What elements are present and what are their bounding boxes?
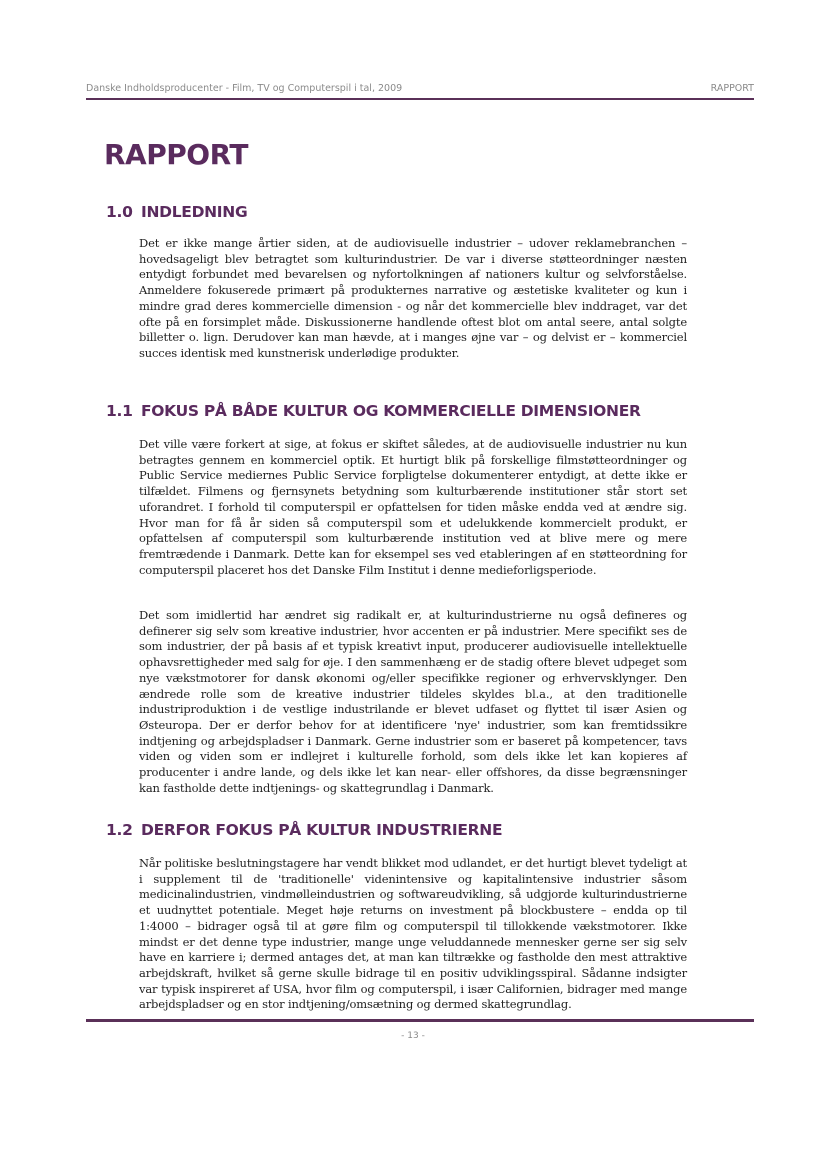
paragraph-fokus-2: Det som imidlertid har ændret sig radikalt er, at kulturindustrierne nu også defineres og definerer sig selv som kreative industrier, hvor accenten er på industrier. Mere specifikt ses de som industrier, der på basis af et typisk kreativt input, producerer audiovisuelle intellektuelle ophavsrettigheder med salg for øje. I den sammenhæng er de stadig oftere blevet udpeget som nye vækstmotorer for dansk økonomi og/eller specifikke regioner og erhvervsklynger. Den ændrede rolle som de kreative industrier tildeles skyldes bl.a., at den traditionelle industriproduktion i de vestlige industrilande er blevet udfaset og flyttet til især Asien og Østeuropa. Der er derfor behov for at identificere 'nye' industrier, som kan fremtidssikre indtjening og arbejdspladser i Danmark. Gerne industrier som er baseret på kompetencer, tavs viden og viden som er indlejret i kulturelle forhold, som dels ikke let kan kopieres af producenter i andre lande, og dels ikke let kan near- eller offshores, da disse begrænsninger kan fastholde dette indtjenings- og skattegrundlag i Danmark. [139,608,687,795]
footer-rule [86,1019,754,1022]
section-heading-1-2 [106,821,502,839]
header-rule [86,98,754,100]
header-publication-title: Danske Indholdsproducenter - Film, TV og Computerspil i tal, 2009 [86,83,403,94]
paragraph-derfor: Når politiske beslutningstagere har vendt blikket mod udlandet, er det hurtigt blevet tydeligt at i supplement til de 'traditionelle' videnintensive og kapitalintensive industrier såsom medicinalindustrien, vindmølleindustrien og softwareudvikling, så udgjorde kulturindustrierne et uudnyttet potentiale. Meget høje returns on investment på blockbustere – endda op til 1:4000 – bidrager også til at gøre film og computerspil til tillokkende vækstmotorer. Ikke mindst er det denne type industrier, mange unge veluddannede mennesker gerne ser sig selv have en karriere i; dermed antages det, at man kan tiltrække og fastholde den mest attraktive arbejdskraft, hvilket så gerne skulle bidrage til en positiv udviklingsspiral. Sådanne indsigter var typisk inspireret af USA, hvor film og computerspil, i især Californien, bidrager med mange arbejdspladser og en stor indtjening/omsætning og dermed skattegrundlag. [139,856,687,1012]
section-title: DERFOR FOKUS PÅ KULTUR INDUSTRIERNE [141,821,503,839]
section-title: FOKUS PÅ BÅDE KULTUR OG KOMMERCIELLE DIMENSIONER [141,402,641,420]
section-number: 1.2 [106,821,133,839]
section-heading-1-0 [106,203,247,221]
section-heading-1-1 [106,402,641,420]
section-title: INDLEDNING [141,203,248,221]
section-number: 1.1 [106,402,133,420]
page-number: - 13 - [401,1031,425,1041]
paragraph-intro: Det er ikke mange årtier siden, at de audiovisuelle industrier – udover reklamebranchen – hovedsageligt blev betragtet som kulturindustrier. De var i diverse støtteordninger næsten entydigt forbundet med bevarelsen og nyfortolkningen af nationers kultur og selvforståelse. Anmeldere fokuserede primært på produkternes narrative og æstetiske kvaliteter og kun i mindre grad deres kommercielle dimension - og når det kommercielle blev inddraget, var det ofte på en forsimplet måde. Diskussionerne handlende oftest blot om antal seere, antal solgte billetter o. lign. Derudover kan man hævde, at i manges øjne var – og delvist er – kommerciel succes identisk med kunstnerisk underlødige produkter. [139,236,687,360]
page-title: RAPPORT [104,138,248,171]
paragraph-fokus-1: Det ville være forkert at sige, at fokus er skiftet således, at de audiovisuelle industrier nu kun betragtes gennem en kommerciel optik. Et hurtigt blik på forskellige filmstøtteordninger og Public Service mediernes Public Service forpligtelse dokumenterer entydigt, at dette ikke er tilfældet. Filmens og fjernsynets betydning som kulturbærende institutioner står stort set uforandret. I forhold til computerspil er opfattelsen for tiden måske endda ved at ændre sig. Hvor man for få år siden så computerspil som et udelukkende kommercielt produkt, er opfattelsen af computerspil som kulturbærende institution ved at blive mere og mere fremtrædende i Danmark. Dette kan for eksempel ses ved etableringen af en støtteordning for computerspil placeret hos det Danske Film Institut i denne medieforligsperiode. [139,437,687,577]
section-number: 1.0 [106,203,133,221]
header-section-label: RAPPORT [710,83,754,94]
